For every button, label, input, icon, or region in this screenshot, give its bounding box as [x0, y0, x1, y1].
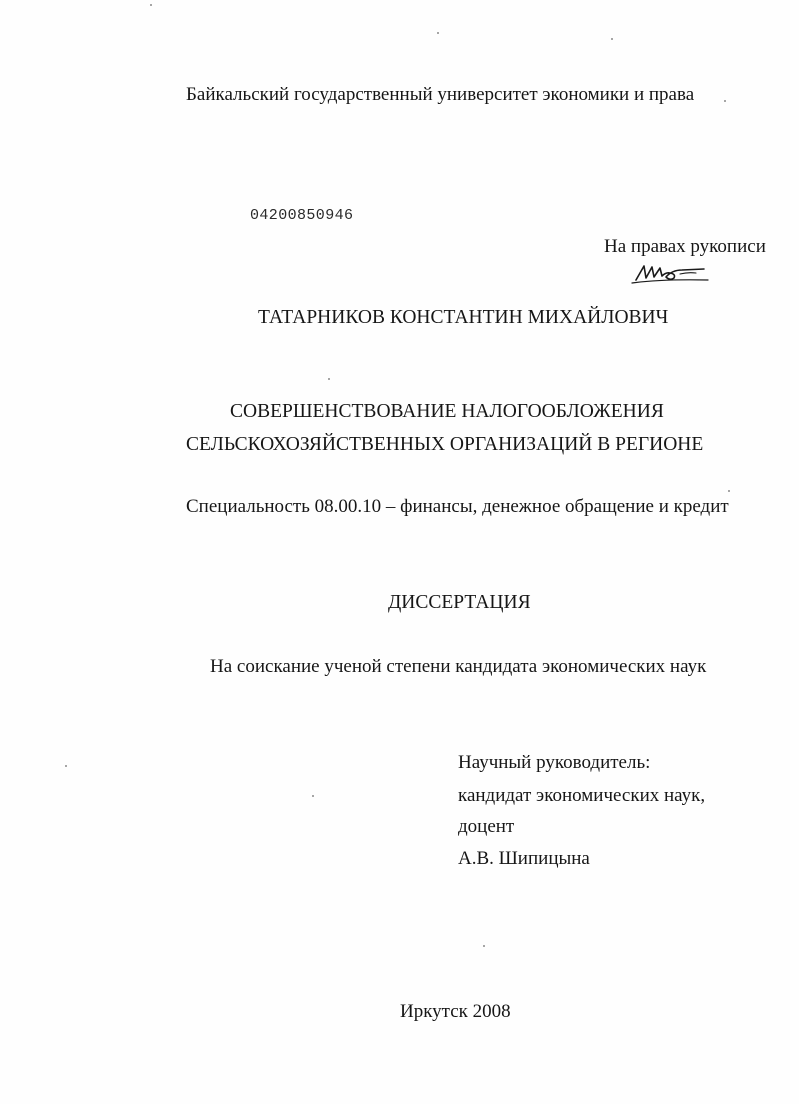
scan-speck — [483, 945, 485, 947]
scan-speck — [150, 4, 152, 6]
dissertation-title-line-2: СЕЛЬСКОХОЗЯЙСТВЕННЫХ ОРГАНИЗАЦИЙ В РЕГИОНЕ — [186, 434, 704, 455]
advisor-name: А.В. Шипицына — [458, 848, 590, 869]
dissertation-title-line-1: СОВЕРШЕНСТВОВАНИЕ НАЛОГООБЛОЖЕНИЯ — [230, 401, 664, 422]
scan-speck — [611, 38, 613, 40]
advisor-label: Научный руководитель: — [458, 752, 651, 773]
document-type: ДИССЕРТАЦИЯ — [388, 592, 531, 613]
scan-speck — [437, 32, 439, 34]
advisor-rank: доцент — [458, 816, 515, 837]
scan-speck — [328, 378, 330, 380]
handwritten-signature — [630, 258, 710, 286]
scan-speck — [728, 490, 730, 492]
specialty-line: Специальность 08.00.10 – финансы, денежное обращение и кредит — [186, 496, 729, 517]
author-name: ТАТАРНИКОВ КОНСТАНТИН МИХАЙЛОВИЧ — [258, 307, 669, 328]
degree-purpose: На соискание ученой степени кандидата экономических наук — [210, 656, 707, 677]
city-year: Иркутск 2008 — [400, 1001, 511, 1022]
manuscript-rights-note: На правах рукописи — [604, 236, 766, 257]
scan-speck — [312, 795, 314, 797]
inventory-number: 04200850946 — [250, 207, 354, 224]
university-name: Байкальский государственный университет экономики и права — [186, 84, 695, 105]
scan-speck — [65, 765, 67, 767]
advisor-degree: кандидат экономических наук, — [458, 785, 706, 806]
scan-speck — [724, 100, 726, 102]
